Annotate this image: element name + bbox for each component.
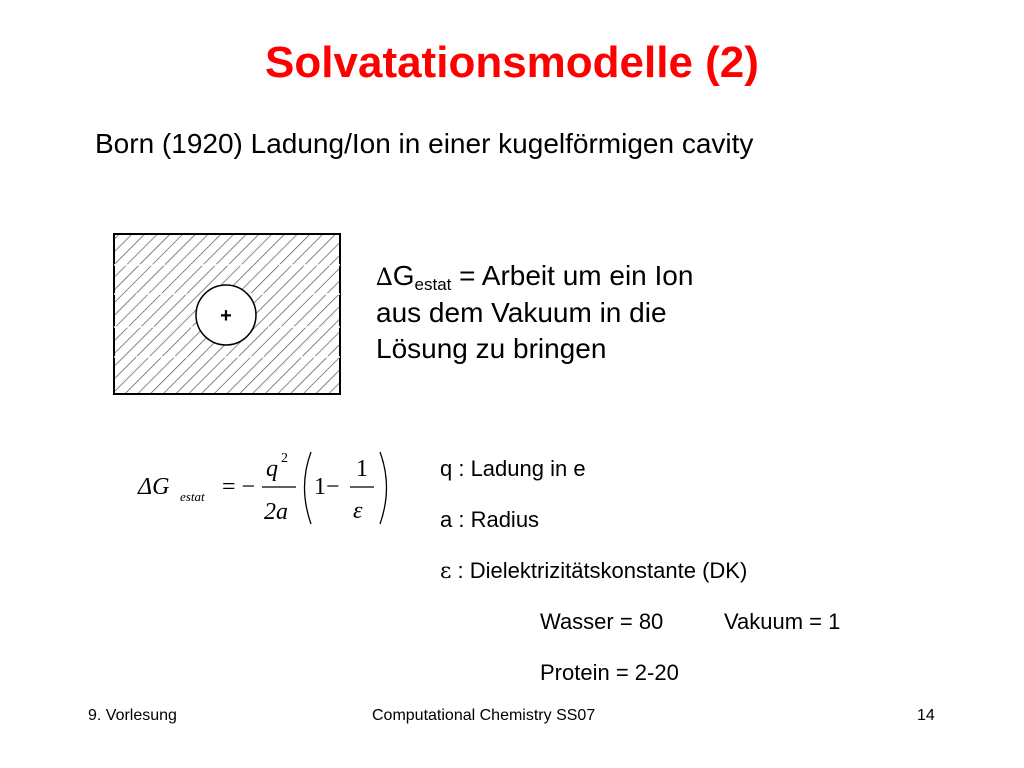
born-cavity-figure <box>110 230 344 398</box>
slide-subtitle: Born (1920) Ladung/Ion in einer kugelförmigen cavity <box>95 128 754 159</box>
description-line-3: Lösung zu bringen <box>376 333 607 364</box>
equation-one: 1 <box>356 456 368 482</box>
equation-q: q <box>266 456 278 482</box>
footer-lecture: 9. Vorlesung <box>88 707 177 724</box>
slide-title: Solvatationsmodelle (2) <box>265 38 759 87</box>
definition-epsilon <box>440 558 747 584</box>
equation-q-exponent: 2 <box>281 451 288 466</box>
dk-water: Wasser = 80 <box>540 609 664 634</box>
equation-equals-minus: = − <box>222 474 256 500</box>
definition-a: a : Radius <box>440 507 540 532</box>
equation-two-a: 2a <box>264 499 288 525</box>
equation-epsilon: ε <box>353 498 363 524</box>
equation-right-paren <box>380 452 387 524</box>
definition-epsilon-text: : Dielektrizitätskonstante (DK) <box>451 558 748 583</box>
ion-charge-symbol: + <box>220 305 232 327</box>
estat-subscript: estat <box>414 275 452 294</box>
description-line-1 <box>376 258 693 295</box>
footer-page-number: 14 <box>917 707 935 724</box>
description-line-1-text: = Arbeit um ein Ion <box>451 260 694 291</box>
delta-symbol: ∆ <box>376 263 393 291</box>
equation-delta-g: ΔG <box>138 474 170 500</box>
g-symbol: G <box>392 260 415 291</box>
equation-estat-subscript: estat <box>180 489 205 504</box>
definition-q: q : Ladung in e <box>440 456 586 481</box>
born-equation <box>136 446 396 532</box>
dk-vacuum: Vakuum = 1 <box>724 609 841 634</box>
dk-protein: Protein = 2-20 <box>540 660 679 685</box>
description-line-2: aus dem Vakuum in die <box>376 297 667 328</box>
epsilon-symbol: ε <box>440 559 452 584</box>
footer-course: Computational Chemistry SS07 <box>372 707 596 724</box>
estat-description <box>376 258 693 367</box>
equation-left-paren <box>305 452 312 524</box>
equation-one-minus: 1− <box>314 474 340 500</box>
